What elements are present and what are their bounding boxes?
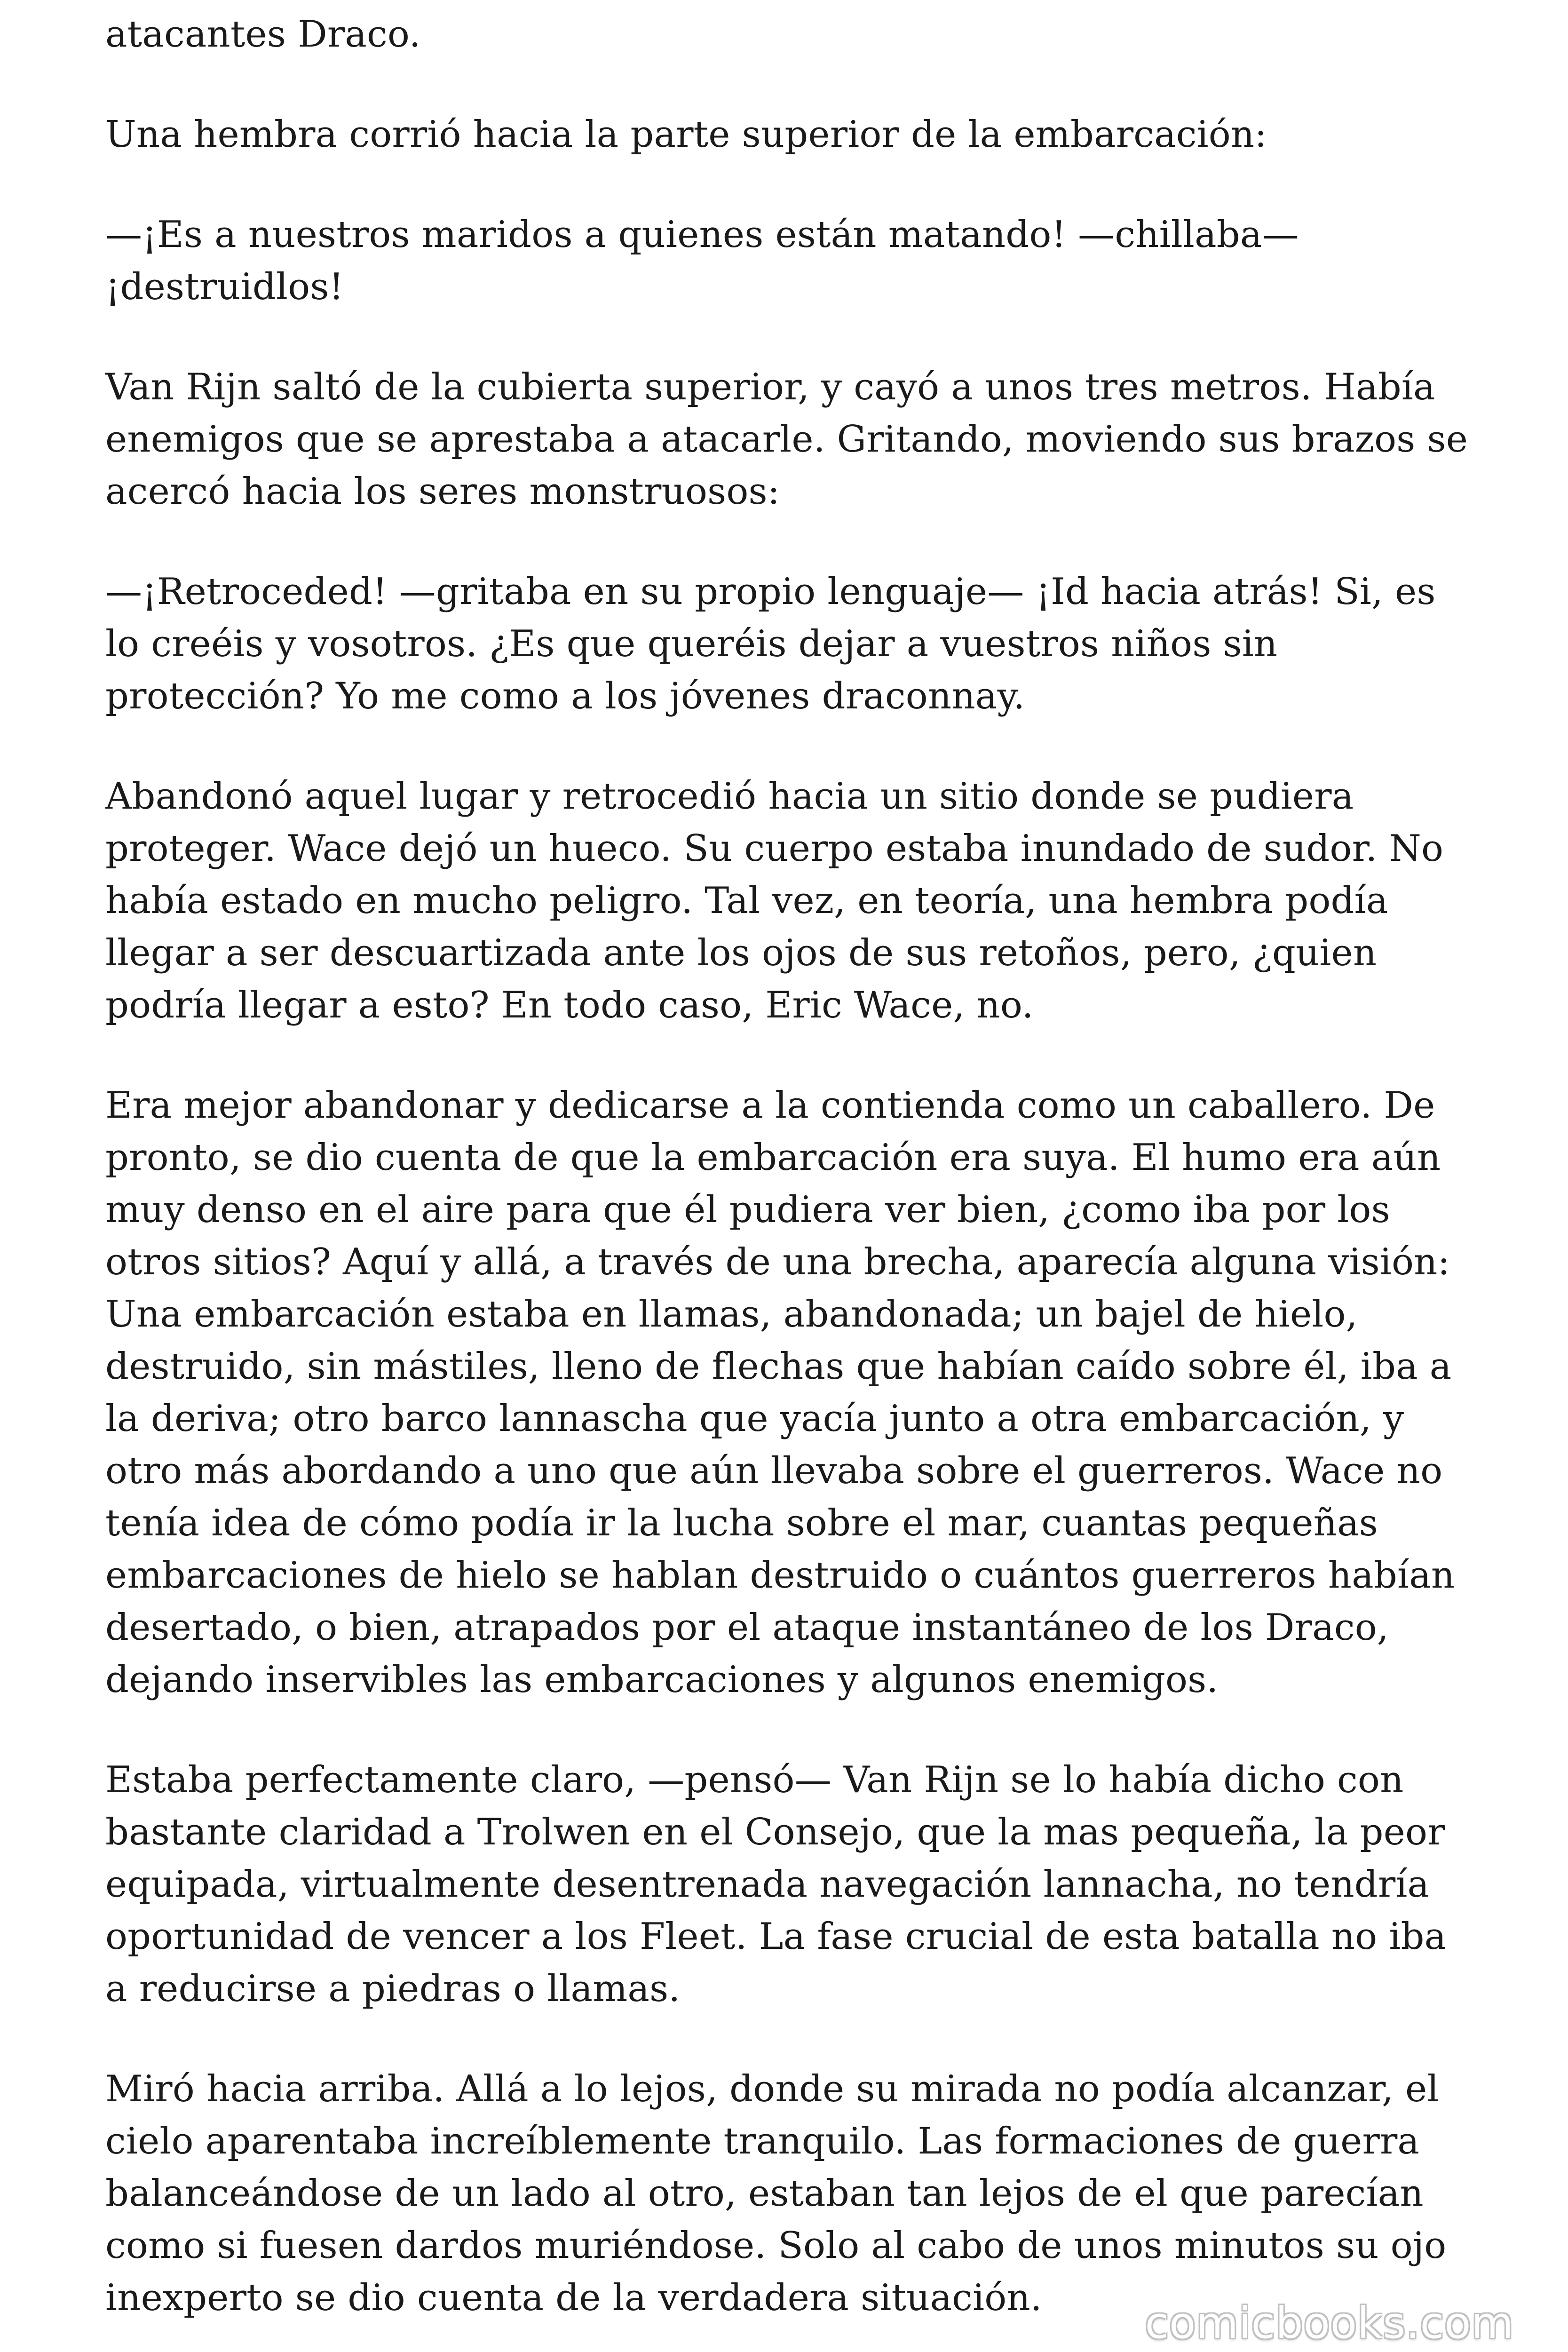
paragraph-6: Abandonó aquel lugar y retrocedió hacia un sitio donde se pudiera proteger. Wace dejó un hueco. Su cuerpo estaba inundado de sudor. No había estado en mucho peligro. Tal vez, en teoría, una hembra podía llegar a ser descuartizada ante los ojos de sus retoños, pero, ¿quien podría llegar a esto? En todo caso, Eric Wace, no.	[105, 775, 1444, 1026]
paragraph-4: Van Rijn saltó de la cubierta superior, y cayó a unos tres metros. Había enemigos que se aprestaba a atacarle. Gritando, moviendo sus brazos se acercó hacia los seres monstruosos:	[105, 366, 1468, 513]
paragraph-7: Era mejor abandonar y dedicarse a la contienda como un caballero. De pronto, se dio cuenta de que la embarcación era suya. El humo era aún muy denso en el aire para que él pudiera ver bien, ¿como iba por los otros sitios? Aquí y allá, a través de una brecha, aparecía alguna visión: Una embarcación estaba en llamas, abandonada; un bajel de hielo, destruido, sin mástiles, lleno de flechas que habían caído sobre él, iba a la deriva; otro barco lannascha que yacía junto a otra embarcación, y otro más abordando a uno que aún llevaba sobre el guerreros. Wace no tenía idea de cómo podía ir la lucha sobre el mar, cuantas pequeñas embarcaciones de hielo se hablan destruido o cuántos guerreros habían desertado, o bien, atrapados por el ataque instantáneo de los Draco, dejando inservibles las embarcaciones y algunos enemigos.	[105, 1084, 1455, 1701]
body-text	[105, 8, 1479, 2324]
paragraph-3: —¡Es a nuestros maridos a quienes están matando! —chillaba— ¡destruidlos!	[105, 214, 1299, 308]
paragraph-9: Miró hacia arriba. Allá a lo lejos, donde su mirada no podía alcanzar, el cielo aparentaba increíblemente tranquilo. Las formaciones de guerra balanceándose de un lado al otro, estaban tan lejos de el que parecían como si fuesen dardos muriéndose. Solo al cabo de unos minutos su ojo inexperto se dio cuenta de la verdadera situación.	[105, 2068, 1447, 2319]
paragraph-2: Una hembra corrió hacia la parte superior de la embarcación:	[105, 113, 1267, 156]
paragraph-8: Estaba perfectamente claro, —pensó— Van Rijn se lo había dicho con bastante claridad a Trolwen en el Consejo, que la mas pequeña, la peor equipada, virtualmente desentrenada navegación lannacha, no tendría oportunidad de vencer a los Fleet. La fase crucial de esta batalla no iba a reducirse a piedras o llamas.	[105, 1759, 1447, 2010]
paragraph-5: —¡Retroceded! —gritaba en su propio lenguaje— ¡Id hacia atrás! Si, es lo creéis y vosotros. ¿Es que queréis dejar a vuestros niños sin protección? Yo me como a los jóvenes draconnay.	[105, 571, 1436, 717]
paragraph-1: atacantes Draco.	[105, 13, 421, 56]
watermark: comicbooks.com	[1145, 2298, 1514, 2348]
